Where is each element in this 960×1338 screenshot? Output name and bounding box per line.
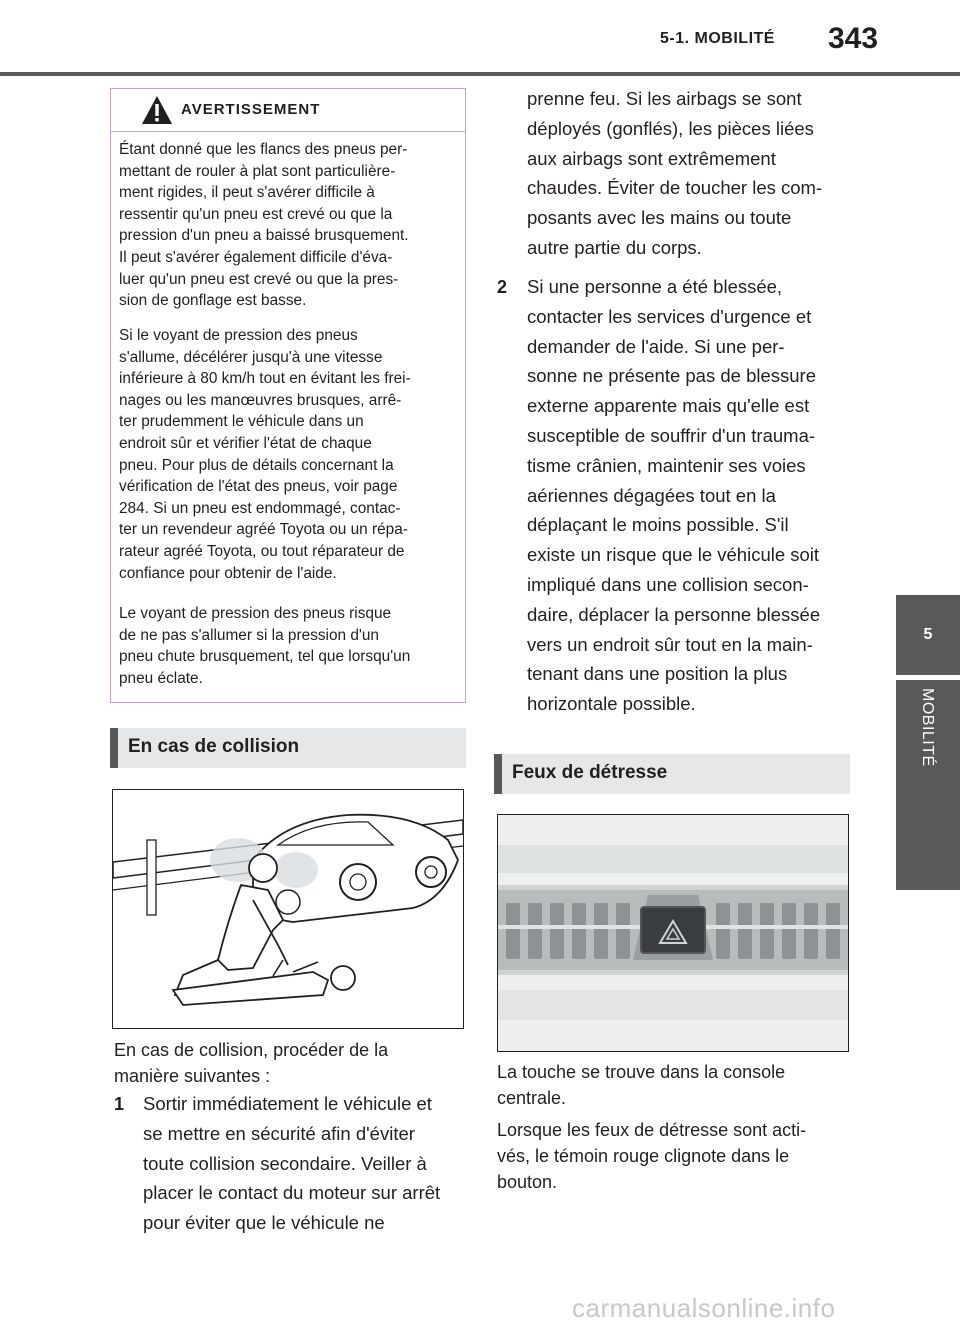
text-line: de ne pas s'allumer si la pression d'un — [119, 626, 379, 644]
collision-intro — [114, 1037, 464, 1089]
text-line: placer le contact du moteur sur arrêt — [143, 1182, 441, 1204]
text-line: daire, déplacer la personne blessée — [527, 603, 821, 625]
text-line: Sortir immédiatement le véhicule et — [143, 1093, 432, 1114]
text-line: En cas de collision, procéder de la — [114, 1040, 389, 1060]
text-line: toute collision secondaire. Veiller à — [143, 1152, 427, 1174]
text-line: manière suivantes : — [114, 1066, 271, 1086]
text-line: vérification de l'état des pneus, voir page — [119, 478, 398, 496]
text-line: La touche se trouve dans la console — [497, 1062, 786, 1082]
text-line: inférieure à 80 km/h tout en évitant les frei- — [119, 370, 411, 388]
chapter-tab — [896, 680, 960, 890]
text-line: centrale. — [497, 1088, 567, 1108]
text-line: prenne feu. Si les airbags se sont — [527, 88, 802, 109]
chapter-tab-number: 5 — [896, 595, 960, 675]
warning-header — [111, 89, 465, 132]
text-line: demander de l'aide. Si une per- — [527, 335, 785, 357]
text-line: posants avec les mains ou toute — [527, 207, 792, 229]
text-line: horizontale possible. — [527, 693, 696, 715]
hazard-switch-illustration — [497, 814, 849, 1052]
step-number-2: 2 — [497, 277, 508, 297]
text-line: contacter les services d'urgence et — [527, 305, 812, 327]
text-line: nages ou les manœuvres brusques, arrê- — [119, 391, 402, 409]
text-line: sion de gonflage est basse. — [119, 292, 307, 310]
text-line: ter prudemment le véhicule dans un — [119, 413, 364, 431]
text-line: se mettre en sécurité afin d'éviter — [143, 1122, 415, 1144]
text-line: aériennes dégagées tout en la — [527, 484, 776, 506]
text-line: ressentir qu'un pneu est crevé ou que la — [119, 205, 393, 223]
step-1-text — [143, 1089, 473, 1238]
warning-title: AVERTISSEMENT — [181, 101, 321, 118]
step-1-continued — [527, 84, 867, 263]
warning-paragraph-3 — [119, 603, 459, 689]
text-line: Si une personne a été blessée, — [527, 276, 783, 297]
header-rule — [0, 72, 960, 76]
step-number-1: 1 — [114, 1094, 125, 1114]
warning-triangle-icon — [141, 95, 173, 125]
center-console-image — [498, 815, 848, 1051]
text-line: tenant dans une position la plus — [527, 663, 788, 685]
text-line: Étant donné que les flancs des pneus per- — [119, 141, 408, 158]
text-line: Lorsque les feux de détresse sont acti- — [497, 1120, 807, 1140]
text-line: pneu éclate. — [119, 669, 203, 687]
section-title: 5-1. MOBILITÉ — [660, 30, 775, 47]
hazard-heading — [494, 754, 850, 794]
hazard-text-2 — [497, 1117, 847, 1195]
warning-box — [110, 88, 466, 703]
warning-paragraph-1 — [119, 139, 459, 312]
text-line: Si le voyant de pression des pneus — [119, 327, 358, 344]
text-line: pneu. Pour plus de détails concernant la — [119, 456, 394, 474]
text-line: chaudes. Éviter de toucher les com- — [527, 177, 823, 199]
text-line: tisme crânien, maintenir ses voies — [527, 454, 806, 476]
text-line: endroit sûr et vérifier l'état de chaque — [119, 434, 372, 452]
chapter-tab-label: MOBILITÉ — [919, 688, 936, 767]
text-line: s'allume, décélérer jusqu'à une vitesse — [119, 348, 383, 366]
text-line: vés, le témoin rouge clignote dans le — [497, 1146, 790, 1166]
text-line: 284. Si un pneu est endommagé, contac- — [119, 499, 401, 517]
text-line: rateur agréé Toyota, ou tout réparateur de — [119, 542, 405, 560]
text-line: déplaçant le moins possible. S'il — [527, 514, 789, 536]
text-line: mettant de rouler à plat sont particulière- — [119, 162, 396, 180]
text-line: pour éviter que le véhicule ne — [143, 1212, 385, 1234]
collision-heading-text: En cas de collision — [128, 736, 300, 757]
collision-scene-image — [113, 790, 463, 1028]
text-line: déployés (gonflés), les pièces liées — [527, 117, 814, 139]
watermark: carmanualsonline.info — [572, 1293, 836, 1323]
text-line: ment rigides, il peut s'avérer difficile à — [119, 184, 375, 202]
text-line: luer qu'un pneu est crevé ou que la pres- — [119, 270, 399, 288]
text-line: vers un endroit sûr tout en la main- — [527, 633, 813, 655]
text-line: ter un revendeur agréé Toyota ou un répa- — [119, 521, 408, 539]
hazard-text-1 — [497, 1059, 847, 1111]
text-line: externe apparente mais qu'elle est — [527, 395, 810, 417]
collision-heading — [110, 728, 466, 768]
text-line: impliqué dans une collision secon- — [527, 573, 809, 595]
text-line: Il peut s'avérer également difficile d'éva- — [119, 248, 393, 266]
text-line: bouton. — [497, 1172, 558, 1192]
text-line: autre partie du corps. — [527, 236, 702, 258]
text-line: aux airbags sont extrêmement — [527, 147, 776, 169]
text-line: susceptible de souffrir d'un trauma- — [527, 424, 816, 446]
collision-illustration — [112, 789, 464, 1029]
step-2-text — [527, 272, 867, 719]
text-line: pneu chute brusquement, tel que lorsqu'un — [119, 648, 411, 666]
hazard-heading-text: Feux de détresse — [512, 762, 668, 783]
text-line: confiance pour obtenir de l'aide. — [119, 564, 337, 582]
text-line: sonne ne présente pas de blessure — [527, 365, 817, 387]
text-line: Le voyant de pression des pneus risque — [119, 605, 392, 622]
text-line: existe un risque que le véhicule soit — [527, 544, 820, 566]
warning-paragraph-2 — [119, 325, 459, 584]
text-line: pression d'un pneu a baissé brusquement. — [119, 227, 409, 245]
page-number: 343 — [828, 22, 879, 55]
